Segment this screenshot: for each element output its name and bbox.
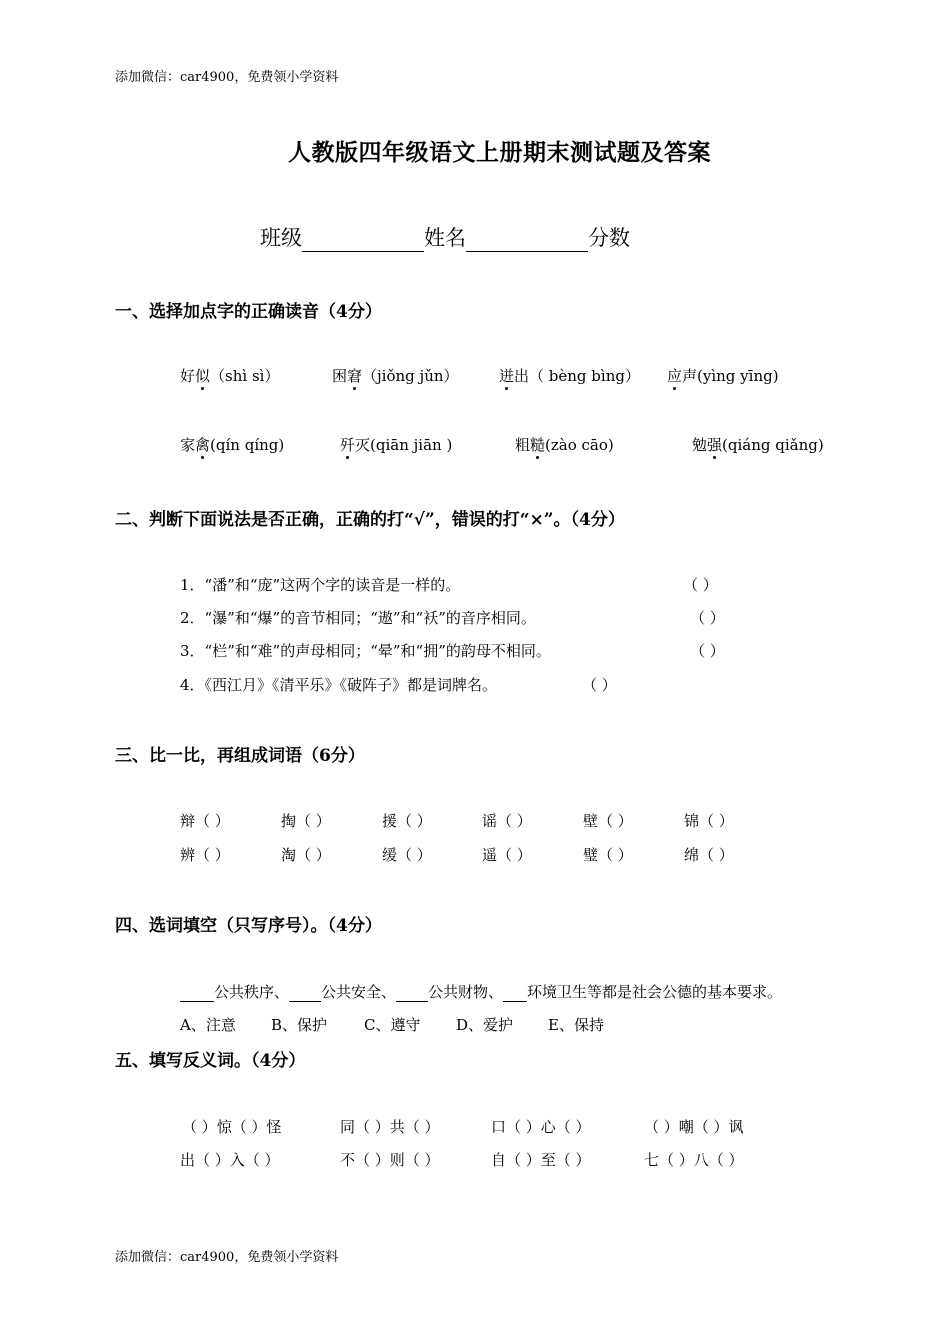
fill-blank[interactable] bbox=[180, 985, 214, 1002]
judge-item-paren[interactable]: （ ） bbox=[690, 609, 725, 627]
antonym-item: （ ）嘲（ ）讽 bbox=[644, 1118, 744, 1136]
compare-word: 绵（ ） bbox=[684, 846, 734, 864]
pinyin-item: 好似（shì sì） bbox=[180, 367, 280, 385]
section3-heading: 三、比一比，再组成词语（6分） bbox=[115, 746, 365, 766]
class-label: 班级 bbox=[260, 226, 302, 250]
compare-word: 谣（ ） bbox=[482, 812, 532, 830]
compare-word: 锦（ ） bbox=[684, 812, 734, 830]
antonym-item: 不（ ）则（ ） bbox=[340, 1151, 440, 1169]
antonym-item: 口（ ）心（ ） bbox=[491, 1118, 591, 1136]
judge-item-text: 4．《西江月》《清平乐》《破阵子》都是词牌名。 bbox=[180, 676, 498, 694]
fill-blank[interactable] bbox=[396, 985, 428, 1002]
option-item: D、爱护 bbox=[456, 1016, 514, 1034]
compare-word: 遥（ ） bbox=[482, 846, 532, 864]
antonym-item: 出（ ）入（ ） bbox=[180, 1151, 280, 1169]
pinyin-item: 歼灭(qiān jiān ) bbox=[340, 436, 453, 454]
fill-sentence: 公共秩序、 公共安全、 公共财物、 环境卫生等都是社会公德的基本要求。 bbox=[180, 981, 782, 1002]
fill-blank[interactable] bbox=[289, 985, 321, 1002]
judge-item-text: 1．“潘”和“庞”这两个字的读音是一样的。 bbox=[180, 576, 461, 594]
option-item: A、注意 bbox=[180, 1016, 236, 1034]
compare-word: 辨（ ） bbox=[180, 846, 230, 864]
antonym-item: 七（ ）八（ ） bbox=[644, 1151, 744, 1169]
page-title: 人教版四年级语文上册期末测试题及答案 bbox=[288, 139, 711, 166]
section1-heading: 一、选择加点字的正确读音（4分） bbox=[115, 302, 382, 322]
pinyin-item: 应声(yìng yīng) bbox=[667, 367, 779, 385]
option-item: B、保护 bbox=[271, 1016, 328, 1034]
antonym-item: 自（ ）至（ ） bbox=[491, 1151, 591, 1169]
compare-word: 淘（ ） bbox=[281, 846, 331, 864]
footer-note: 添加微信：car4900，免费领小学资料 bbox=[115, 1250, 339, 1265]
compare-word: 援（ ） bbox=[382, 812, 432, 830]
compare-word: 辩（ ） bbox=[180, 812, 230, 830]
student-info-row bbox=[260, 222, 630, 252]
fill-blank[interactable] bbox=[503, 985, 527, 1002]
section2-heading: 二、判断下面说法是否正确，正确的打“√”，错误的打“×”。（4分） bbox=[115, 510, 625, 530]
compare-word: 壁（ ） bbox=[583, 812, 633, 830]
section4-heading: 四、选词填空（只写序号）。（4分） bbox=[115, 916, 382, 936]
antonym-item: （ ）惊（ ）怪 bbox=[182, 1118, 282, 1136]
section5-heading: 五、填写反义词。（4分） bbox=[115, 1051, 306, 1071]
pinyin-item: 困窘（jiǒng jǔn） bbox=[332, 367, 459, 385]
judge-item-text: 3．“栏”和“难”的声母相同；“晕”和“拥”的韵母不相同。 bbox=[180, 642, 551, 660]
option-item: E、保持 bbox=[548, 1016, 604, 1034]
judge-item-paren[interactable]: （ ） bbox=[582, 676, 617, 694]
compare-word: 掏（ ） bbox=[281, 812, 331, 830]
antonym-item: 同（ ）共（ ） bbox=[340, 1118, 440, 1136]
judge-item-paren[interactable]: （ ） bbox=[690, 642, 725, 660]
judge-item-text: 2．“瀑”和“爆”的音节相同；“遨”和“袄”的音序相同。 bbox=[180, 609, 536, 627]
pinyin-item: 勉强(qiáng qiǎng) bbox=[692, 436, 824, 454]
header-note: 添加微信：car4900，免费领小学资料 bbox=[115, 70, 339, 85]
compare-word: 璧（ ） bbox=[583, 846, 633, 864]
option-item: C、遵守 bbox=[364, 1016, 421, 1034]
judge-item-paren[interactable]: （ ） bbox=[683, 576, 718, 594]
pinyin-item: 粗糙(zào cāo) bbox=[515, 436, 614, 454]
pinyin-item: 迸出（ bèng bìng） bbox=[499, 367, 640, 385]
pinyin-item: 家禽(qín qíng) bbox=[180, 436, 285, 454]
class-blank[interactable] bbox=[302, 229, 424, 252]
compare-word: 缓（ ） bbox=[382, 846, 432, 864]
name-blank[interactable] bbox=[466, 229, 588, 252]
name-label: 姓名 bbox=[424, 226, 466, 250]
score-label: 分数 bbox=[588, 226, 630, 250]
